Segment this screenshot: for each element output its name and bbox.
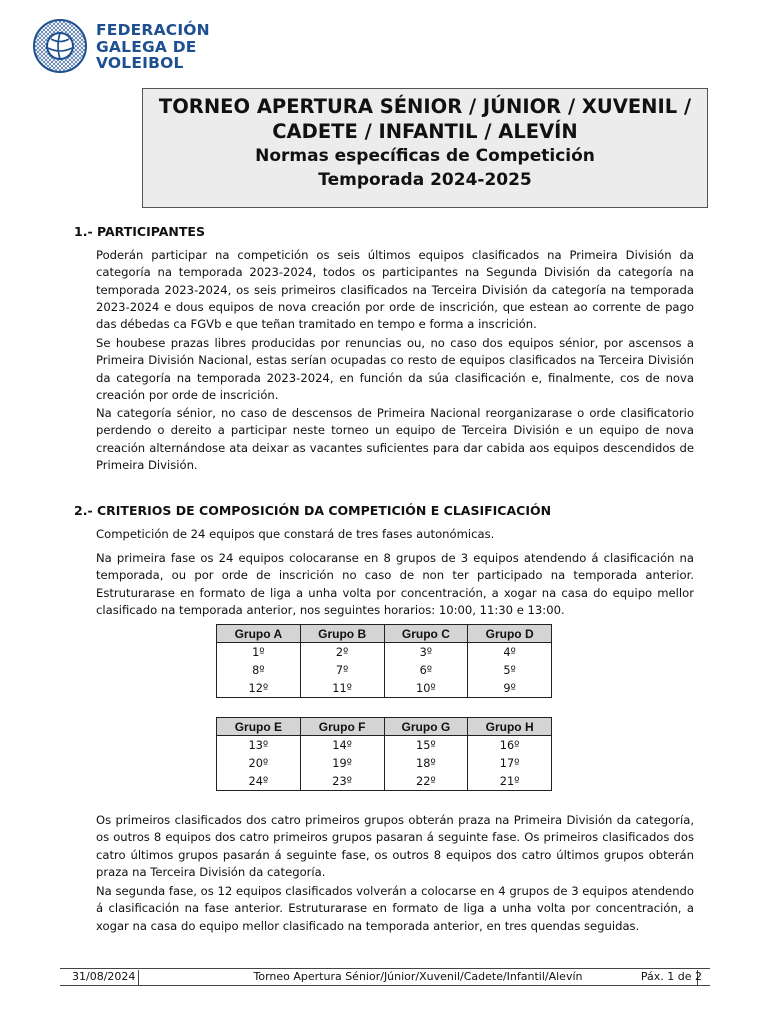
table-header-cell: Grupo B <box>300 625 384 643</box>
table-header-cell: Grupo G <box>384 718 468 736</box>
federation-logo <box>32 18 252 76</box>
table-row <box>217 643 552 662</box>
footer-title: Torneo Apertura Sénior/Júnior/Xuvenil/Cadete/Infantil/Alevín <box>138 970 698 986</box>
table-cell: 15º <box>384 736 468 755</box>
table-cell: 6º <box>384 661 468 679</box>
table-cell: 3º <box>384 643 468 662</box>
table-cell: 24º <box>217 772 301 791</box>
table-cell: 20º <box>217 754 301 772</box>
section-2-heading: 2.- CRITERIOS DE COMPOSICIÓN DA COMPETICIÓN E CLASIFICACIÓN <box>74 503 552 518</box>
federation-name <box>96 22 210 72</box>
table-row <box>217 772 552 791</box>
section-1-paragraph-3: Na categoría sénior, no caso de descensos de Primeira Nacional reorganizarase o orde clasificatorio perdendo o dereito a participar neste torneo un equipo de Terceira División e un equipo de nova creación alternándose ata deixar as vacantes suficientes para dar cabida aos equipos descendidos de Primeira División. <box>96 406 694 472</box>
table-header-cell: Grupo H <box>468 718 552 736</box>
table-cell: 18º <box>384 754 468 772</box>
table-cell: 2º <box>300 643 384 662</box>
table-cell: 21º <box>468 772 552 791</box>
table-cell: 14º <box>300 736 384 755</box>
title-line-1: TORNEO APERTURA SÉNIOR / JÚNIOR / XUVENIL / <box>158 95 692 118</box>
volleyball-logo-icon <box>32 18 88 74</box>
table-header-cell: Grupo D <box>468 625 552 643</box>
table-cell: 12º <box>217 679 301 698</box>
section-2-paragraph-4: Na segunda fase, os 12 equipos clasificados volverán a colocarse en 4 grupos de 3 equipos atendendo á clasificación na fase anterior. Estruturarase en formato de liga a unha volta por concentración, a xogar na casa do equipo mellor clasificado na temporada anterior, en tres quendas seguidas. <box>96 884 694 933</box>
section-2-paragraph-2: Na primeira fase os 24 equipos colocaranse en 8 grupos de 3 equipos atendendo á clasificación na temporada, ou por orde de inscrición no caso de non ter participado na temporada anterior. Estruturarase en formato de liga a unha volta por concentración, a xogar na casa do equipo mellor clasificado na temporada anterior, nos seguintes horarios: 10:00, 11:30 e 13:00. <box>96 551 694 617</box>
section-1-heading: 1.- PARTICIPANTES <box>74 224 205 239</box>
table-cell: 17º <box>468 754 552 772</box>
title-box <box>142 88 708 208</box>
footer-page-number: Páx. 1 de 2 <box>640 970 702 983</box>
table-header-cell: Grupo E <box>217 718 301 736</box>
table-header-cell: Grupo F <box>300 718 384 736</box>
title-line-4: Temporada 2024-2025 <box>318 170 532 190</box>
org-line-1: FEDERACIÓN <box>96 21 210 39</box>
table-cell: 1º <box>217 643 301 662</box>
table-cell: 10º <box>384 679 468 698</box>
table-cell: 22º <box>384 772 468 791</box>
table-cell: 9º <box>468 679 552 698</box>
table-cell: 16º <box>468 736 552 755</box>
table-row <box>217 754 552 772</box>
table-cell: 23º <box>300 772 384 791</box>
page-footer <box>60 968 710 986</box>
table-row <box>217 736 552 755</box>
table-cell: 7º <box>300 661 384 679</box>
table-header-cell: Grupo A <box>217 625 301 643</box>
table-row <box>217 679 552 698</box>
table-header-row <box>217 718 552 736</box>
groups-table-a-d <box>216 624 552 698</box>
groups-table-e-h <box>216 717 552 791</box>
section-1-paragraph-1: Poderán participar na competición os seis últimos equipos clasificados na Primeira División da categoría na temporada 2023-2024, todos os participantes na Segunda División da categoría na temporada 2023-2024, os seis primeiros clasificados na Terceira División da categoría na temporada 2023-2024 e dous equipos de nova creación por orde de inscrición, que estean ao corrente de pago das débedas ca FGVb e que teñan tramitado en tempo e forma a inscrición. <box>96 248 694 332</box>
section-2-paragraph-3: Os primeiros clasificados dos catro primeiros grupos obterán praza na Primeira División da categoría, os outros 8 equipos dos catro primeiros grupos pasaran á seguinte fase. Os primeiros clasificados dos catro últimos grupos pasarán á seguinte fase, os outros 8 equipos dos catro últimos grupos obterán praza na Terceira División da categoría. <box>96 813 694 879</box>
table-cell: 19º <box>300 754 384 772</box>
section-2-paragraph-1: Competición de 24 equipos que constará de tres fases autonómicas. <box>96 527 495 541</box>
footer-date: 31/08/2024 <box>72 970 136 983</box>
org-line-2: GALEGA DE <box>96 37 197 56</box>
table-cell: 4º <box>468 643 552 662</box>
table-row <box>217 661 552 679</box>
table-header-cell: Grupo C <box>384 625 468 643</box>
section-1-paragraph-2: Se houbese prazas libres producidas por renuncias ou, no caso dos equipos sénior, por ascensos a Primeira División Nacional, estas serían ocupadas co resto de equipos clasificados na Terceira División da categoría na temporada 2023-2024, en función da súa clasificación e, finalmente, cos de nova creación por orde de inscrición. <box>96 336 694 402</box>
title-line-2: CADETE / INFANTIL / ALEVÍN <box>272 120 578 143</box>
table-cell: 13º <box>217 736 301 755</box>
table-cell: 8º <box>217 661 301 679</box>
title-line-3: Normas específicas de Competición <box>255 146 595 166</box>
org-line-3: VOLEIBOL <box>96 54 184 72</box>
table-cell: 11º <box>300 679 384 698</box>
table-header-row <box>217 625 552 643</box>
table-cell: 5º <box>468 661 552 679</box>
